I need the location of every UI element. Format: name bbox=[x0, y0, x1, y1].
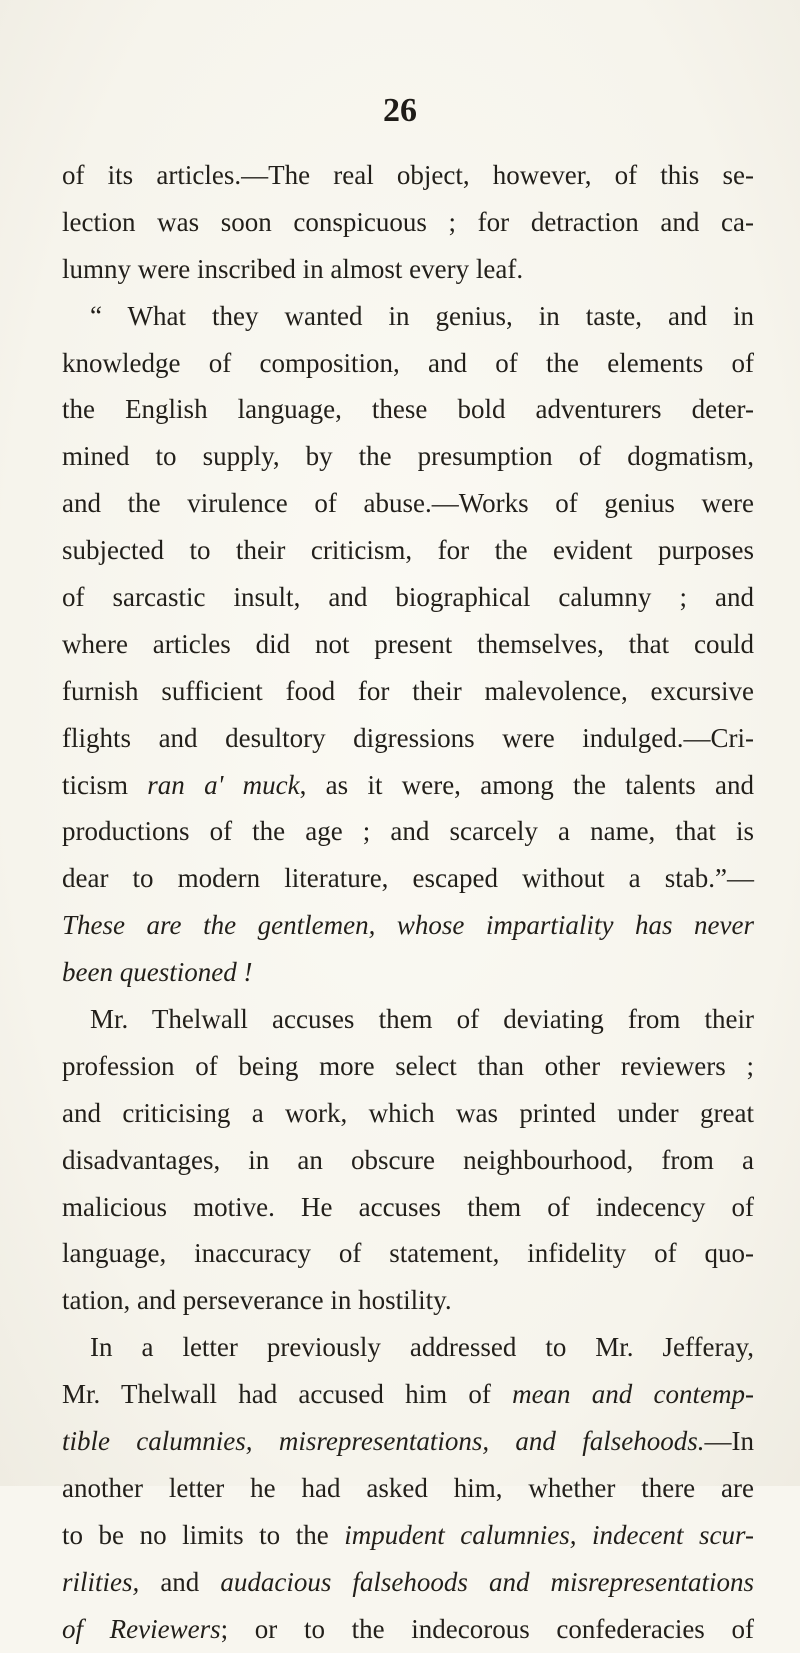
italic-phrase: rilities, bbox=[62, 1566, 140, 1597]
text-line: “ What they wanted in genius, in taste, and in bbox=[90, 300, 754, 331]
text-segment: ticism bbox=[62, 769, 148, 800]
text-line: malicious motive. He accuses them of indecency of bbox=[62, 1191, 754, 1222]
text-line: of its articles.—The real object, however, of this se- bbox=[62, 160, 754, 190]
text-line: lumny were inscribed in almost every leaf. bbox=[62, 253, 524, 284]
text-line bbox=[62, 1559, 754, 1606]
text-line bbox=[62, 1606, 754, 1653]
italic-line: These are the gentlemen, whose impartiality has never bbox=[62, 910, 754, 941]
text-segment: Mr. Thelwall had accused him of bbox=[62, 1379, 513, 1410]
text-line: language, inaccuracy of statement, infidelity of quo- bbox=[62, 1238, 754, 1269]
text-segment: —In bbox=[704, 1426, 754, 1457]
italic-phrase: impudent calumnies, indecent scur- bbox=[344, 1519, 754, 1550]
text-line bbox=[62, 1418, 754, 1465]
text-line: productions of the age ; and scarcely a name, that is bbox=[62, 816, 754, 847]
text-line: subjected to their criticism, for the evident purposes bbox=[62, 535, 754, 566]
text-line: Mr. Thelwall accuses them of deviating from their bbox=[90, 1004, 754, 1035]
text-segment: to be no limits to the bbox=[62, 1519, 345, 1550]
body-text bbox=[62, 152, 754, 1653]
page-number: 26 bbox=[383, 92, 417, 129]
text-line bbox=[62, 1371, 754, 1418]
text-segment: , as it were, among the talents and bbox=[299, 769, 755, 800]
text-line bbox=[62, 1512, 754, 1559]
text-line: another letter he had asked him, whether there are bbox=[62, 1472, 754, 1503]
text-line: disadvantages, in an obscure neighbourhood, from a bbox=[62, 1144, 754, 1175]
text-segment: ; or to the indecorous confederacies of bbox=[220, 1613, 754, 1644]
italic-phrase: ran a' muck bbox=[147, 769, 300, 800]
text-line: In a letter previously addressed to Mr. Jefferay, bbox=[90, 1332, 754, 1363]
text-line: lection was soon conspicuous ; for detraction and ca- bbox=[62, 206, 754, 237]
text-line: and criticising a work, which was printed under great bbox=[62, 1097, 754, 1128]
text-line: of sarcastic insult, and biographical calumny ; and bbox=[62, 582, 754, 613]
text-line: tation, and perseverance in hostility. bbox=[62, 1285, 452, 1316]
text-segment: and bbox=[139, 1566, 221, 1597]
italic-phrase: audacious falsehoods and misrepresentations bbox=[220, 1566, 755, 1597]
text-line: and the virulence of abuse.—Works of genius were bbox=[62, 488, 754, 519]
text-line: flights and desultory digressions were indulged.—Cri- bbox=[62, 722, 754, 753]
text-line: mined to supply, by the presumption of dogmatism, bbox=[62, 441, 754, 472]
text-line: dear to modern literature, escaped without a stab.”— bbox=[62, 863, 754, 894]
text-line: where articles did not present themselves, that could bbox=[62, 628, 754, 659]
text-line: furnish sufficient food for their malevolence, excursive bbox=[62, 675, 754, 706]
italic-phrase: mean and contemp- bbox=[512, 1379, 754, 1410]
italic-line: been questioned ! bbox=[62, 957, 253, 988]
text-line bbox=[62, 762, 754, 809]
italic-phrase: of Reviewers bbox=[62, 1613, 221, 1644]
italic-phrase: tible calumnies, misrepresentations, and falsehoods. bbox=[62, 1426, 705, 1457]
text-line: profession of being more select than other reviewers ; bbox=[62, 1050, 754, 1081]
text-line: the English language, these bold adventurers deter- bbox=[62, 394, 754, 425]
text-line: knowledge of composition, and of the elements of bbox=[62, 347, 754, 378]
